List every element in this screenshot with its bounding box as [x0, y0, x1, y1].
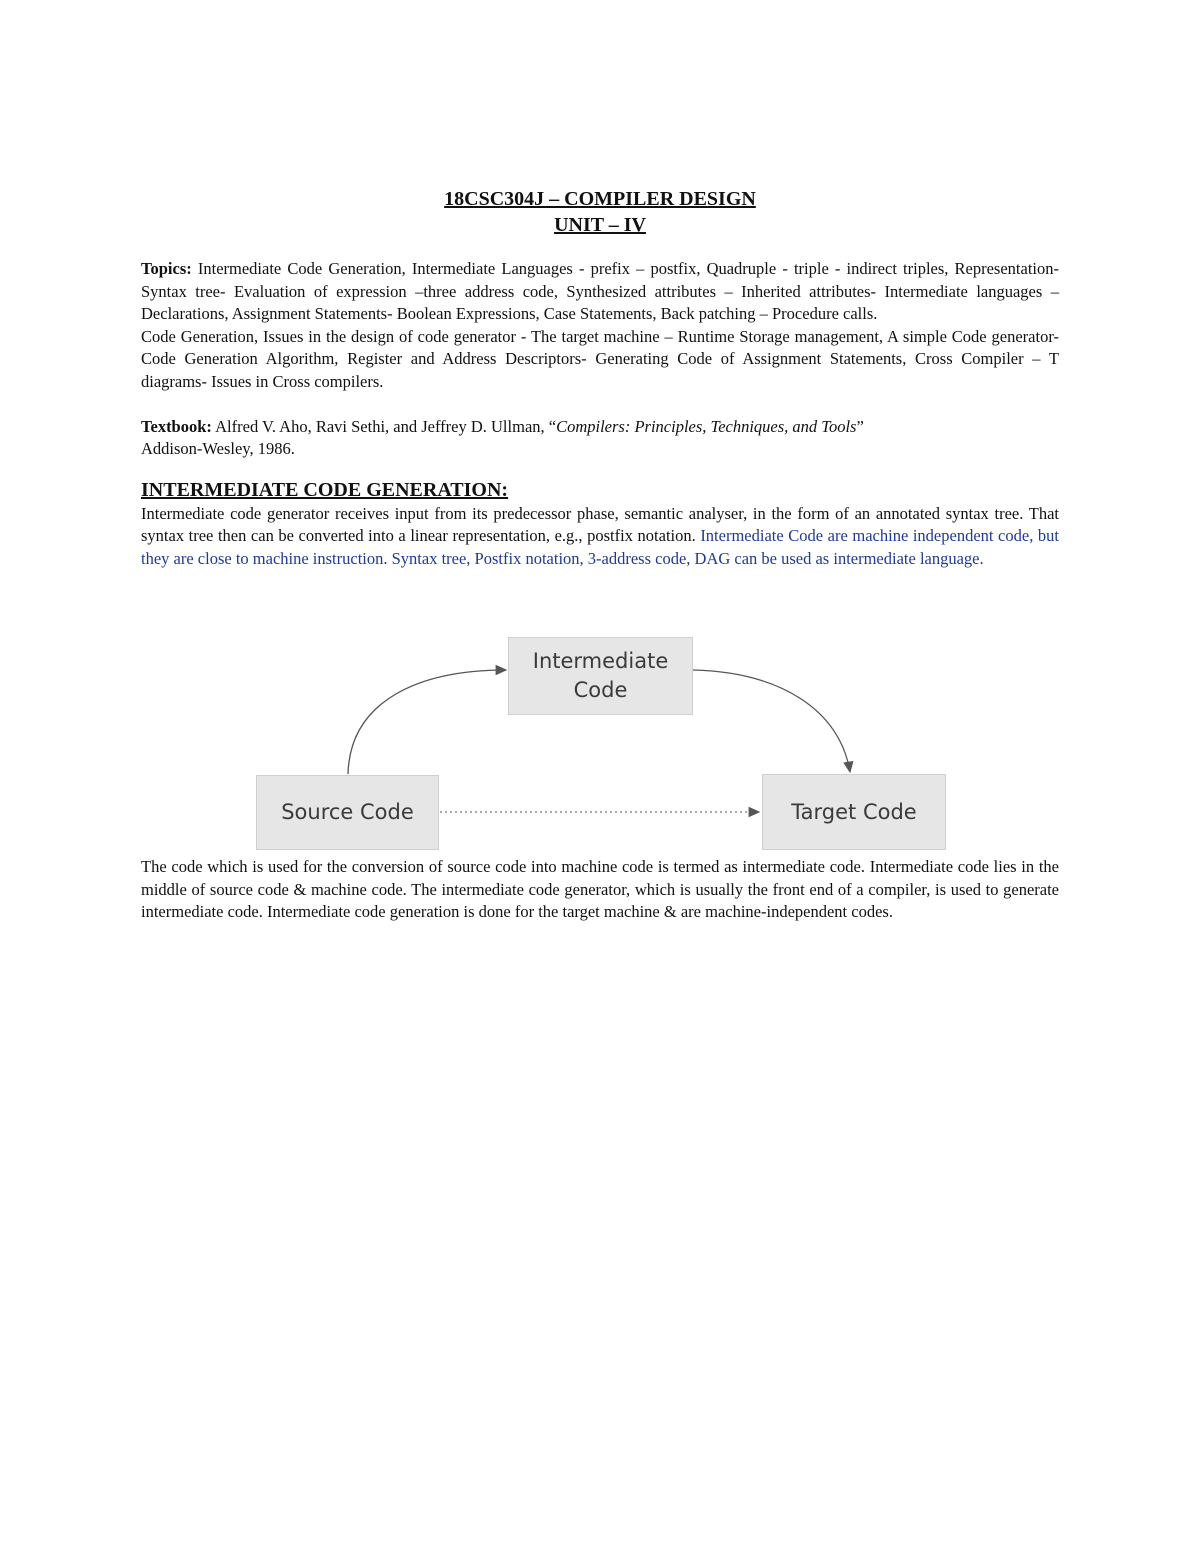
- conclusion-block: [141, 856, 1059, 924]
- textbook-quote-close: ”: [856, 416, 864, 436]
- course-title: 18CSC304J – COMPILER DESIGN: [444, 188, 756, 210]
- source-code-box: Source Code: [256, 775, 439, 850]
- topics-text: Intermediate Code Generation, Intermediate Languages - prefix – postfix, Quadruple - triple - indirect triples, Representation- Syntax tree- Evaluation of expression –three address code, Synthesized attributes – Inherited attributes- Intermediate languages – Declarations, Assignment Statements- Boolean Expressions, Case Statements, Back patching – Procedure calls.: [141, 259, 1059, 324]
- section-heading: INTERMEDIATE CODE GENERATION:: [141, 478, 509, 501]
- unit-title: UNIT – IV: [554, 214, 646, 236]
- target-code-box: Target Code: [762, 774, 946, 850]
- textbook-paragraph: [141, 416, 1059, 461]
- conclusion-paragraph: The code which is used for the conversion of source code into machine code is termed as intermediate code. Intermediate code lies in the middle of source code & machine code. The intermediate code generator, which is usually the front end of a compiler, is used to generate intermediate code. Intermediate code generation is done for the target machine & are machine-independent codes.: [141, 857, 1059, 922]
- document-page: [141, 186, 1059, 571]
- arrow-intermediate-to-target: [693, 670, 850, 772]
- textbook-authors: Alfred V. Aho, Ravi Sethi, and Jeffrey D. Ullman, “: [211, 416, 557, 436]
- textbook-title: Compilers: Principles, Techniques, and Tools: [556, 416, 857, 436]
- topics-paragraph: [141, 258, 1059, 326]
- intro-text: Intermediate code generator receives input from its predecessor phase, semantic analyser, in the form of an annotated syntax tree. That syntax tree then can be converted into a linear representation, e.g., postfix notation.: [141, 503, 1059, 546]
- arrow-source-to-intermediate: [348, 670, 506, 774]
- topics-paragraph-2: Code Generation, Issues in the design of code generator - The target machine – Runtime Storage management, A simple Code generator- Code Generation Algorithm, Register and Address Descriptors- Generating Code of Assignment Statements, Cross Compiler – T diagrams- Issues in Cross compilers.: [141, 326, 1059, 391]
- section-intro: [141, 503, 1059, 571]
- topics-label: Topics:: [141, 259, 192, 278]
- intro-text-highlight: Intermediate Code are machine independent code, but they are close to machine instruction. Syntax tree, Postfix notation, 3-address code, DAG can be used as intermediate language.: [141, 526, 1059, 568]
- textbook-label: Textbook:: [141, 416, 212, 436]
- intermediate-line1: Intermediate: [532, 649, 669, 673]
- textbook-publisher: Addison-Wesley, 1986.: [141, 439, 295, 459]
- intermediate-code-box: [508, 637, 693, 715]
- intermediate-line2: Code: [573, 678, 628, 702]
